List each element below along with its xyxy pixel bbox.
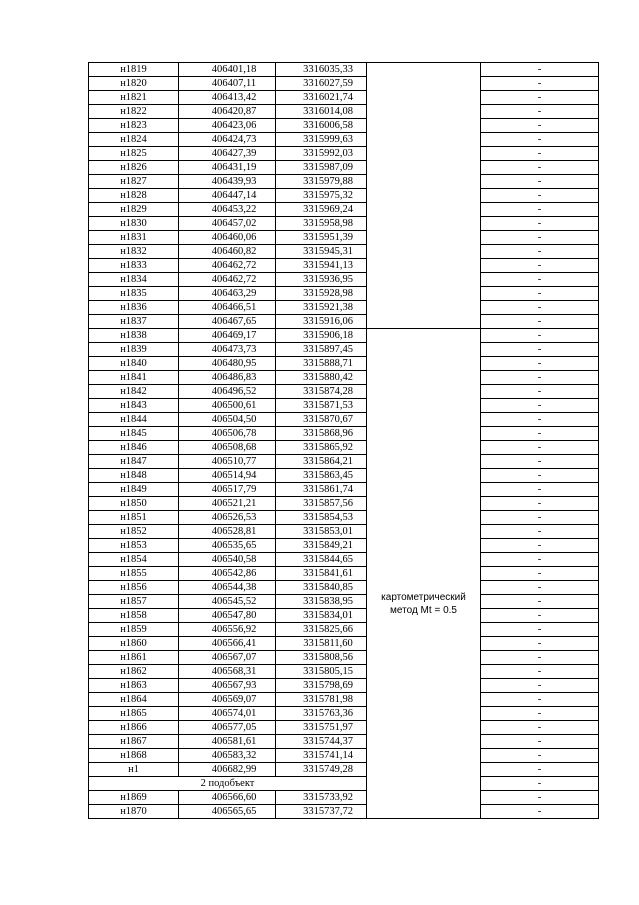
y-coordinate-cell: 3315958,98 <box>276 217 367 231</box>
note-cell: - <box>481 749 599 763</box>
table-row <box>89 805 599 819</box>
point-id-cell: н1850 <box>89 497 179 511</box>
y-coordinate-cell: 3315741,14 <box>276 749 367 763</box>
x-coordinate-cell: 406462,72 <box>179 259 276 273</box>
x-coordinate-cell: 406453,22 <box>179 203 276 217</box>
table-row <box>89 105 599 119</box>
point-id-cell: н1834 <box>89 273 179 287</box>
note-cell: - <box>481 441 599 455</box>
x-coordinate-cell: 406567,07 <box>179 651 276 665</box>
point-id-cell: н1855 <box>89 567 179 581</box>
table-row <box>89 735 599 749</box>
x-coordinate-cell: 406413,42 <box>179 91 276 105</box>
method-cell-upper <box>367 63 481 329</box>
note-cell: - <box>481 119 599 133</box>
point-id-cell: н1865 <box>89 707 179 721</box>
note-cell: - <box>481 805 599 819</box>
note-cell: - <box>481 329 599 343</box>
note-cell: - <box>481 77 599 91</box>
x-coordinate-cell: 406566,41 <box>179 637 276 651</box>
note-cell: - <box>481 553 599 567</box>
y-coordinate-cell: 3315834,01 <box>276 609 367 623</box>
table-row <box>89 441 599 455</box>
y-coordinate-cell: 3315906,18 <box>276 329 367 343</box>
subobject-label: 2 подобъект <box>89 777 367 791</box>
note-cell: - <box>481 511 599 525</box>
table-row <box>89 399 599 413</box>
point-id-cell: н1869 <box>89 791 179 805</box>
coordinates-table <box>88 62 599 819</box>
point-id-cell: н1861 <box>89 651 179 665</box>
point-id-cell: н1845 <box>89 427 179 441</box>
table-row <box>89 203 599 217</box>
table-row <box>89 119 599 133</box>
note-cell: - <box>481 637 599 651</box>
x-coordinate-cell: 406407,11 <box>179 77 276 91</box>
table-row <box>89 343 599 357</box>
table-row <box>89 77 599 91</box>
y-coordinate-cell: 3315975,32 <box>276 189 367 203</box>
point-id-cell: н1848 <box>89 469 179 483</box>
point-id-cell: н1858 <box>89 609 179 623</box>
note-cell: - <box>481 217 599 231</box>
note-cell: - <box>481 105 599 119</box>
table-row <box>89 609 599 623</box>
y-coordinate-cell: 3315969,24 <box>276 203 367 217</box>
table-row <box>89 455 599 469</box>
x-coordinate-cell: 406447,14 <box>179 189 276 203</box>
note-cell: - <box>481 315 599 329</box>
table-row <box>89 791 599 805</box>
y-coordinate-cell: 3315763,36 <box>276 707 367 721</box>
x-coordinate-cell: 406544,38 <box>179 581 276 595</box>
table-row <box>89 693 599 707</box>
x-coordinate-cell: 406528,81 <box>179 525 276 539</box>
x-coordinate-cell: 406427,39 <box>179 147 276 161</box>
y-coordinate-cell: 3315951,39 <box>276 231 367 245</box>
point-id-cell: н1842 <box>89 385 179 399</box>
y-coordinate-cell: 3316021,74 <box>276 91 367 105</box>
point-id-cell: н1822 <box>89 105 179 119</box>
note-cell: - <box>481 791 599 805</box>
y-coordinate-cell: 3315840,85 <box>276 581 367 595</box>
method-cell: картометрический метод Mt = 0.5 <box>367 329 481 819</box>
note-cell: - <box>481 357 599 371</box>
note-cell: - <box>481 539 599 553</box>
note-cell: - <box>481 623 599 637</box>
x-coordinate-cell: 406480,95 <box>179 357 276 371</box>
table-row <box>89 315 599 329</box>
y-coordinate-cell: 3315888,71 <box>276 357 367 371</box>
y-coordinate-cell: 3315844,65 <box>276 553 367 567</box>
note-cell: - <box>481 525 599 539</box>
table-row <box>89 175 599 189</box>
point-id-cell: н1 <box>89 763 179 777</box>
table-row <box>89 721 599 735</box>
table-row <box>89 595 599 609</box>
point-id-cell: н1859 <box>89 623 179 637</box>
table-row <box>89 329 599 343</box>
x-coordinate-cell: 406581,61 <box>179 735 276 749</box>
point-id-cell: н1831 <box>89 231 179 245</box>
table-row <box>89 273 599 287</box>
x-coordinate-cell: 406469,17 <box>179 329 276 343</box>
table-row <box>89 413 599 427</box>
table-row <box>89 679 599 693</box>
table-row <box>89 217 599 231</box>
note-cell: - <box>481 133 599 147</box>
note-cell: - <box>481 595 599 609</box>
x-coordinate-cell: 406504,50 <box>179 413 276 427</box>
table-row <box>89 749 599 763</box>
y-coordinate-cell: 3315798,69 <box>276 679 367 693</box>
x-coordinate-cell: 406565,65 <box>179 805 276 819</box>
point-id-cell: н1825 <box>89 147 179 161</box>
x-coordinate-cell: 406500,61 <box>179 399 276 413</box>
point-id-cell: н1846 <box>89 441 179 455</box>
point-id-cell: н1828 <box>89 189 179 203</box>
note-cell: - <box>481 413 599 427</box>
note-cell: - <box>481 203 599 217</box>
note-cell: - <box>481 399 599 413</box>
note-cell: - <box>481 763 599 777</box>
y-coordinate-cell: 3315880,42 <box>276 371 367 385</box>
note-cell: - <box>481 567 599 581</box>
table-row <box>89 567 599 581</box>
note-cell: - <box>481 735 599 749</box>
note-cell: - <box>481 273 599 287</box>
point-id-cell: н1823 <box>89 119 179 133</box>
point-id-cell: н1866 <box>89 721 179 735</box>
x-coordinate-cell: 406423,06 <box>179 119 276 133</box>
x-coordinate-cell: 406566,60 <box>179 791 276 805</box>
note-cell: - <box>481 371 599 385</box>
table-row <box>89 483 599 497</box>
table-row <box>89 763 599 777</box>
note-cell: - <box>481 301 599 315</box>
table-row <box>89 245 599 259</box>
table-row <box>89 63 599 77</box>
x-coordinate-cell: 406556,92 <box>179 623 276 637</box>
table-row <box>89 623 599 637</box>
y-coordinate-cell: 3315811,60 <box>276 637 367 651</box>
y-coordinate-cell: 3315945,31 <box>276 245 367 259</box>
y-coordinate-cell: 3315870,67 <box>276 413 367 427</box>
x-coordinate-cell: 406567,93 <box>179 679 276 693</box>
note-cell: - <box>481 651 599 665</box>
x-coordinate-cell: 406583,32 <box>179 749 276 763</box>
note-cell: - <box>481 455 599 469</box>
point-id-cell: н1827 <box>89 175 179 189</box>
x-coordinate-cell: 406439,93 <box>179 175 276 189</box>
point-id-cell: н1864 <box>89 693 179 707</box>
note-cell: - <box>481 189 599 203</box>
note-cell: - <box>481 609 599 623</box>
note-cell: - <box>481 161 599 175</box>
point-id-cell: н1832 <box>89 245 179 259</box>
x-coordinate-cell: 406473,73 <box>179 343 276 357</box>
y-coordinate-cell: 3315921,38 <box>276 301 367 315</box>
point-id-cell: н1868 <box>89 749 179 763</box>
note-cell: - <box>481 665 599 679</box>
x-coordinate-cell: 406514,94 <box>179 469 276 483</box>
point-id-cell: н1852 <box>89 525 179 539</box>
x-coordinate-cell: 406463,29 <box>179 287 276 301</box>
table-row <box>89 231 599 245</box>
x-coordinate-cell: 406542,86 <box>179 567 276 581</box>
x-coordinate-cell: 406466,51 <box>179 301 276 315</box>
note-cell: - <box>481 175 599 189</box>
table-row <box>89 581 599 595</box>
x-coordinate-cell: 406574,01 <box>179 707 276 721</box>
y-coordinate-cell: 3315868,96 <box>276 427 367 441</box>
y-coordinate-cell: 3315999,63 <box>276 133 367 147</box>
y-coordinate-cell: 3315992,03 <box>276 147 367 161</box>
x-coordinate-cell: 406486,83 <box>179 371 276 385</box>
table-row <box>89 707 599 721</box>
table-row <box>89 259 599 273</box>
document-page <box>88 62 599 819</box>
table-row <box>89 287 599 301</box>
point-id-cell: н1847 <box>89 455 179 469</box>
y-coordinate-cell: 3316014,08 <box>276 105 367 119</box>
y-coordinate-cell: 3315863,45 <box>276 469 367 483</box>
point-id-cell: н1854 <box>89 553 179 567</box>
x-coordinate-cell: 406526,53 <box>179 511 276 525</box>
table-row <box>89 385 599 399</box>
point-id-cell: н1867 <box>89 735 179 749</box>
y-coordinate-cell: 3315838,95 <box>276 595 367 609</box>
point-id-cell: н1830 <box>89 217 179 231</box>
y-coordinate-cell: 3315865,92 <box>276 441 367 455</box>
y-coordinate-cell: 3315864,21 <box>276 455 367 469</box>
note-cell: - <box>481 91 599 105</box>
point-id-cell: н1863 <box>89 679 179 693</box>
point-id-cell: н1841 <box>89 371 179 385</box>
point-id-cell: н1824 <box>89 133 179 147</box>
x-coordinate-cell: 406462,72 <box>179 273 276 287</box>
y-coordinate-cell: 3315781,98 <box>276 693 367 707</box>
table-row <box>89 161 599 175</box>
note-cell: - <box>481 693 599 707</box>
note-cell: - <box>481 245 599 259</box>
x-coordinate-cell: 406457,02 <box>179 217 276 231</box>
y-coordinate-cell: 3315916,06 <box>276 315 367 329</box>
point-id-cell: н1851 <box>89 511 179 525</box>
note-cell: - <box>481 483 599 497</box>
point-id-cell: н1857 <box>89 595 179 609</box>
y-coordinate-cell: 3315979,88 <box>276 175 367 189</box>
y-coordinate-cell: 3315825,66 <box>276 623 367 637</box>
x-coordinate-cell: 406545,52 <box>179 595 276 609</box>
point-id-cell: н1833 <box>89 259 179 273</box>
table-row <box>89 637 599 651</box>
y-coordinate-cell: 3315808,56 <box>276 651 367 665</box>
x-coordinate-cell: 406568,31 <box>179 665 276 679</box>
point-id-cell: н1835 <box>89 287 179 301</box>
y-coordinate-cell: 3315871,53 <box>276 399 367 413</box>
x-coordinate-cell: 406467,65 <box>179 315 276 329</box>
point-id-cell: н1836 <box>89 301 179 315</box>
table-row <box>89 539 599 553</box>
table-row <box>89 651 599 665</box>
y-coordinate-cell: 3315749,28 <box>276 763 367 777</box>
point-id-cell: н1820 <box>89 77 179 91</box>
point-id-cell: н1853 <box>89 539 179 553</box>
point-id-cell: н1843 <box>89 399 179 413</box>
note-cell: - <box>481 147 599 161</box>
y-coordinate-cell: 3315897,45 <box>276 343 367 357</box>
table-row <box>89 469 599 483</box>
note-cell: - <box>481 259 599 273</box>
y-coordinate-cell: 3315874,28 <box>276 385 367 399</box>
y-coordinate-cell: 3315936,95 <box>276 273 367 287</box>
x-coordinate-cell: 406401,18 <box>179 63 276 77</box>
y-coordinate-cell: 3315987,09 <box>276 161 367 175</box>
y-coordinate-cell: 3315849,21 <box>276 539 367 553</box>
y-coordinate-cell: 3315854,53 <box>276 511 367 525</box>
y-coordinate-cell: 3316035,33 <box>276 63 367 77</box>
y-coordinate-cell: 3315857,56 <box>276 497 367 511</box>
table-row <box>89 553 599 567</box>
note-cell: - <box>481 343 599 357</box>
point-id-cell: н1844 <box>89 413 179 427</box>
point-id-cell: н1837 <box>89 315 179 329</box>
point-id-cell: н1862 <box>89 665 179 679</box>
y-coordinate-cell: 3316006,58 <box>276 119 367 133</box>
note-cell: - <box>481 497 599 511</box>
x-coordinate-cell: 406424,73 <box>179 133 276 147</box>
note-cell: - <box>481 385 599 399</box>
y-coordinate-cell: 3315733,92 <box>276 791 367 805</box>
y-coordinate-cell: 3315861,74 <box>276 483 367 497</box>
x-coordinate-cell: 406577,05 <box>179 721 276 735</box>
x-coordinate-cell: 406506,78 <box>179 427 276 441</box>
table-row <box>89 525 599 539</box>
point-id-cell: н1856 <box>89 581 179 595</box>
note-cell: - <box>481 581 599 595</box>
table-row <box>89 371 599 385</box>
y-coordinate-cell: 3315751,97 <box>276 721 367 735</box>
note-cell: - <box>481 63 599 77</box>
point-id-cell: н1826 <box>89 161 179 175</box>
y-coordinate-cell: 3315737,72 <box>276 805 367 819</box>
x-coordinate-cell: 406540,58 <box>179 553 276 567</box>
note-cell: - <box>481 679 599 693</box>
table-row <box>89 189 599 203</box>
y-coordinate-cell: 3315841,61 <box>276 567 367 581</box>
point-id-cell: н1849 <box>89 483 179 497</box>
x-coordinate-cell: 406569,07 <box>179 693 276 707</box>
point-id-cell: н1870 <box>89 805 179 819</box>
note-cell: - <box>481 721 599 735</box>
y-coordinate-cell: 3315928,98 <box>276 287 367 301</box>
x-coordinate-cell: 406535,65 <box>179 539 276 553</box>
x-coordinate-cell: 406521,21 <box>179 497 276 511</box>
x-coordinate-cell: 406682,99 <box>179 763 276 777</box>
note-cell: - <box>481 287 599 301</box>
note-cell: - <box>481 707 599 721</box>
x-coordinate-cell: 406460,06 <box>179 231 276 245</box>
x-coordinate-cell: 406496,52 <box>179 385 276 399</box>
table-row <box>89 427 599 441</box>
x-coordinate-cell: 406508,68 <box>179 441 276 455</box>
subobject-row <box>89 777 599 791</box>
y-coordinate-cell: 3316027,59 <box>276 77 367 91</box>
y-coordinate-cell: 3315853,01 <box>276 525 367 539</box>
table-row <box>89 357 599 371</box>
x-coordinate-cell: 406510,77 <box>179 455 276 469</box>
x-coordinate-cell: 406460,82 <box>179 245 276 259</box>
x-coordinate-cell: 406547,80 <box>179 609 276 623</box>
y-coordinate-cell: 3315941,13 <box>276 259 367 273</box>
table-row <box>89 301 599 315</box>
y-coordinate-cell: 3315744,37 <box>276 735 367 749</box>
point-id-cell: н1860 <box>89 637 179 651</box>
table-row <box>89 133 599 147</box>
point-id-cell: н1840 <box>89 357 179 371</box>
table-row <box>89 511 599 525</box>
note-cell: - <box>481 231 599 245</box>
note-cell: - <box>481 469 599 483</box>
table-row <box>89 147 599 161</box>
point-id-cell: н1838 <box>89 329 179 343</box>
point-id-cell: н1819 <box>89 63 179 77</box>
table-row <box>89 91 599 105</box>
point-id-cell: н1829 <box>89 203 179 217</box>
point-id-cell: н1821 <box>89 91 179 105</box>
note-cell: - <box>481 777 599 791</box>
y-coordinate-cell: 3315805,15 <box>276 665 367 679</box>
x-coordinate-cell: 406517,79 <box>179 483 276 497</box>
x-coordinate-cell: 406420,87 <box>179 105 276 119</box>
point-id-cell: н1839 <box>89 343 179 357</box>
table-row <box>89 497 599 511</box>
note-cell: - <box>481 427 599 441</box>
x-coordinate-cell: 406431,19 <box>179 161 276 175</box>
table-row <box>89 665 599 679</box>
